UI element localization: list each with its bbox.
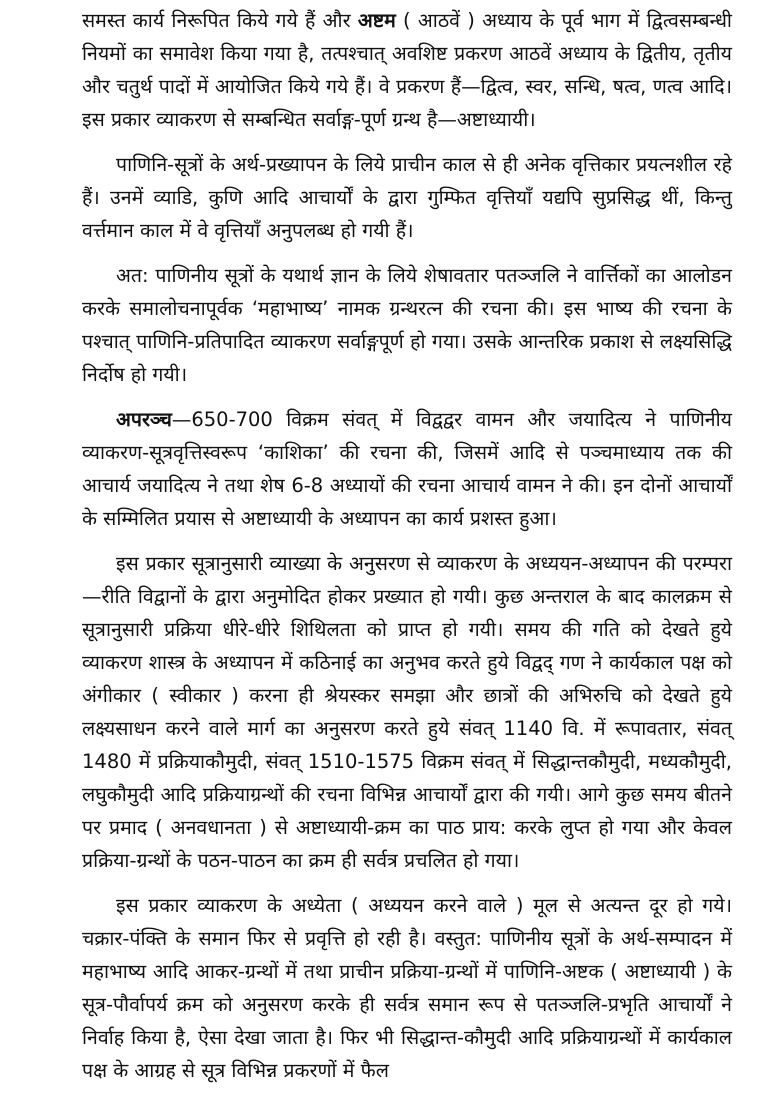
paragraph-vrittikara: पाणिनि-सूत्रों के अर्थ-प्रख्यापन के लिये प्राचीन काल से ही अनेक वृत्तिकार प्रयत्नशील रहे हैं। उनमें व्याडि, कुणि आदि आचार्यों के द्वारा गुम्फित वृत्तियाँ यद्यपि सुप्रसिद्ध थीं, किन्तु वर्त्तमान काल में वे वृत्तियाँ अनुपलब्ध हो गयी हैं।: [82, 153, 732, 242]
paragraph-text: ( आठवें ) अध्याय के पूर्व भाग में द्वित्वसम्बन्धी नियमों का समावेश किया गया है, तत्पश्चात् अवशिष्ट प्रकरण आठवें अध्याय के द्वितीय, तृतीय और चतुर्थ पादों में आयोजित किये गये हैं। वे प्रकरण हैं—द्वित्व, स्वर, सन्धि, षत्व, णत्व आदि। इस प्रकार व्याकरण से सम्बन्धित सर्वाङ्ग-पूर्ण ग्रन्थ है—अष्टाध्यायी।: [82, 9, 732, 131]
paragraph-mahabhashya: अत: पाणिनीय सूत्रों के यथार्थ ज्ञान के लिये शेषावतार पतञ्जलि ने वार्त्तिकों का आलोडन करके समालोचनापूर्वक ‘महाभाष्य’ नामक ग्रन्थरत्न की रचना की। इस भाष्य की रचना के पश्चात् पाणिनि-प्रतिपादित व्याकरण सर्वाङ्गपूर्ण हो गया। उसके आन्तरिक प्रकाश से लक्ष्यसिद्धि निर्दोष हो गयी।: [82, 264, 732, 386]
paragraph-ashtam: [82, 4, 732, 136]
paragraph-text: —650-700 विक्रम संवत् में विद्वद्वर वामन और जयादित्य ने पाणिनीय व्याकरण-सूत्रवृत्तिस्वरूप ‘काशिका’ की रचना की, जिसमें आदि से पञ्चमाध्याय तक की आचार्य जयादित्य ने तथा शेष 6-8 अध्यायों की रचना आचार्य वामन ने की। इन दोनों आचार्यों के सम्मिलित प्रयास से अष्टाध्यायी के अध्यापन का कार्य प्रशस्त हुआ।: [82, 408, 732, 530]
paragraph-siddhanta: इस प्रकार व्याकरण के अध्येता ( अध्ययन करने वाले ) मूल से अत्यन्त दूर हो गये। चक्रार-पंक्ति के समान फिर से प्रवृत्ति हो रही है। वस्तुत: पाणिनीय सूत्रों के अर्थ-सम्पादन में महाभाष्य आदि आकर-ग्रन्थों में तथा प्राचीन प्रक्रिया-ग्रन्थों में पाणिनि-अष्टक ( अष्टाध्यायी ) के सूत्र-पौर्वापर्य क्रम को अनुसरण करके ही सर्वत्र समान रूप से पतञ्जलि-प्रभृति आचार्यों ने निर्वाह किया है, ऐसा देखा जाता है। फिर भी सिद्धान्त-कौमुदी आदि प्रक्रियाग्रन्थों में कार्यकाल पक्ष के आग्रह से सूत्र विभिन्न प्रकरणों में फैल: [82, 894, 732, 1082]
bold-term: अपरञ्च: [116, 408, 172, 431]
paragraph-prakriya: इस प्रकार सूत्रानुसारी व्याख्या के अनुसरण से व्याकरण के अध्ययन-अध्यापन की परम्परा—रीति विद्वानों के द्वारा अनुमोदित होकर प्रख्यात हो गयी। कुछ अन्तराल के बाद कालक्रम से सूत्रानुसारी प्रक्रिया धीरे-धीरे शिथिलता को प्राप्त हो गयी। समय की गति को देखते हुये व्याकरण शास्त्र के अध्यापन में कठिनाई का अनुभव करते हुये विद्वद् गण ने कार्यकाल पक्ष को अंगीकार ( स्वीकार ) करना ही श्रेयस्कर समझा और छात्रों की अभिरुचि को देखते हुये लक्ष्यसाधन करने वाले मार्ग का अनुसरण करते हुये संवत् 1140 वि. में रूपावतार, संवत् 1480 में प्रक्रियाकौमुदी, संवत् 1510-1575 विक्रम संवत् में सिद्धान्तकौमुदी, मध्यकौमुदी, लघुकौमुदी आदि प्रक्रियाग्रन्थों की रचना विभिन्न आचार्यों द्वारा की गयी। आगे कुछ समय बीतने पर प्रमाद ( अनवधानता ) से अष्टाध्यायी-क्रम का पाठ प्राय: करके लुप्त हो गया और केवल प्रक्रिया-ग्रन्थों के पठन-पाठन का क्रम ही सर्वत्र प्रचलित हो गया।: [82, 552, 732, 872]
bold-term: अष्टम: [357, 9, 396, 32]
paragraph-kashika: [82, 403, 732, 535]
paragraph-text: समस्त कार्य निरूपित किये गये हैं और: [82, 9, 358, 32]
